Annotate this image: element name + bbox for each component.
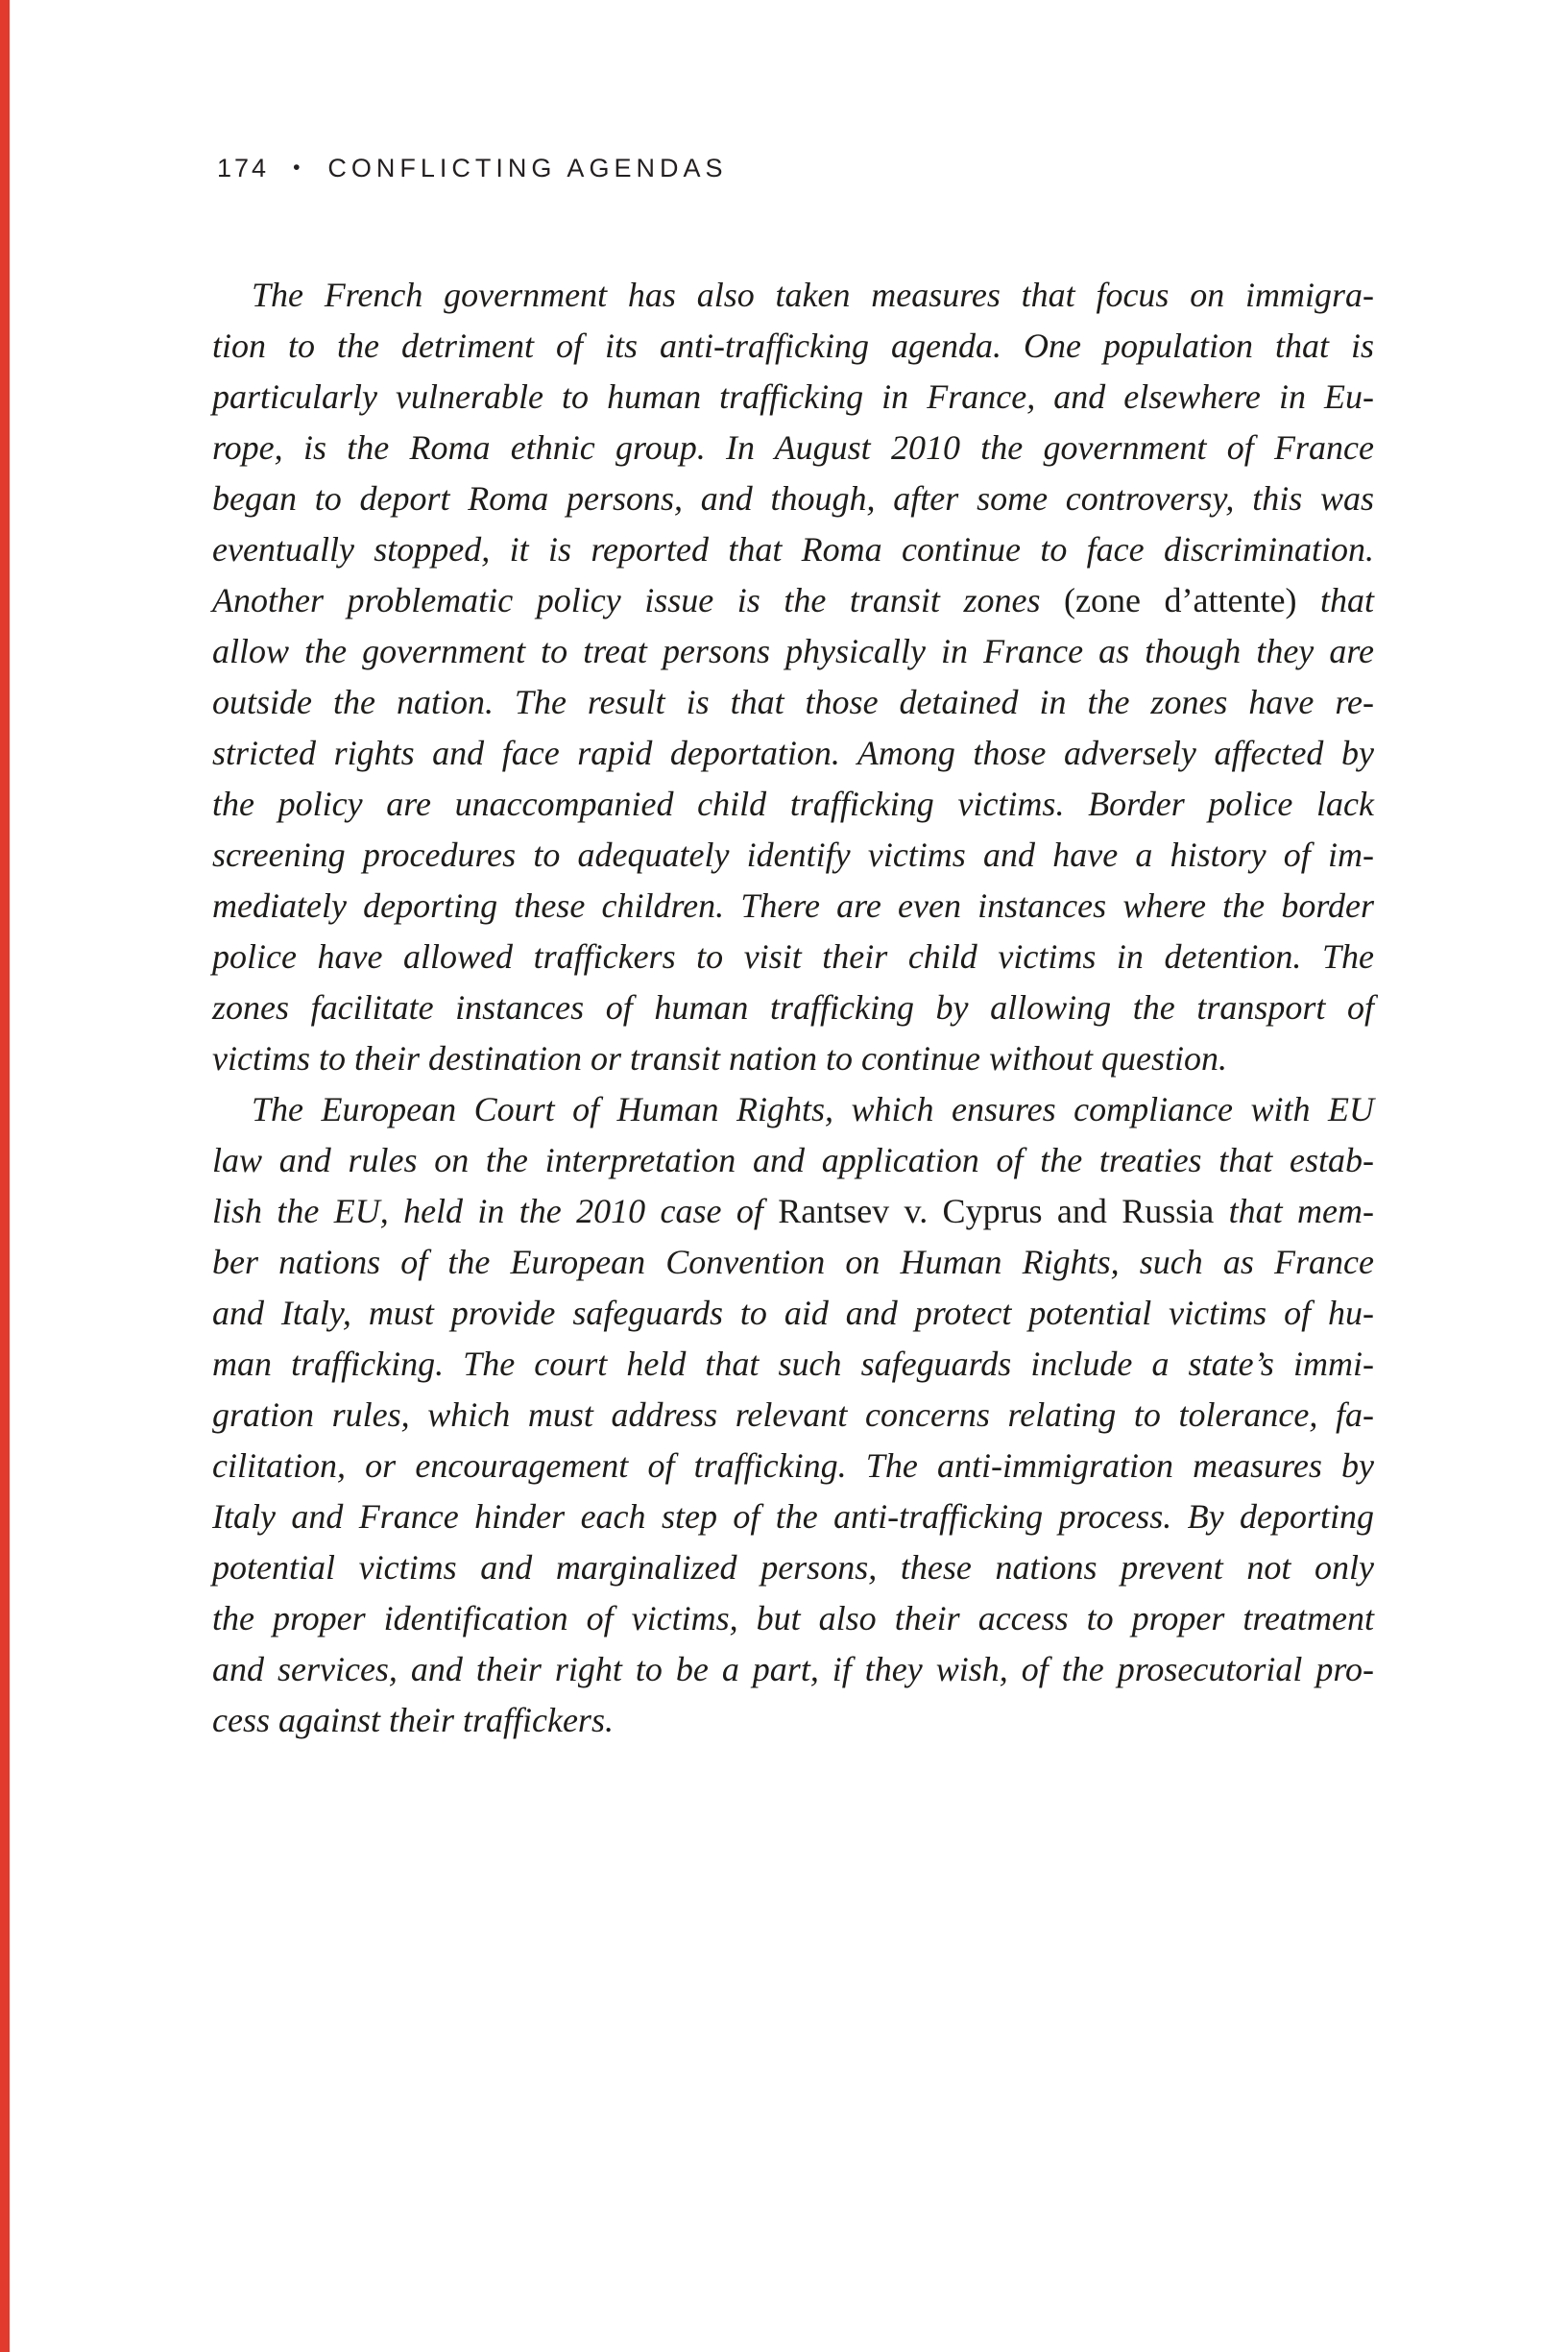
text-line: Italy and France hinder each step of the anti-trafficking process. By deporting bbox=[212, 1497, 1374, 1536]
running-title: CONFLICTING AGENDAS bbox=[327, 154, 728, 182]
text-line: and Italy, must provide safeguards to aid and protect potential victims of hu- bbox=[212, 1294, 1374, 1332]
text-line: rope, is the Roma ethnic group. In August 2010 the government of France bbox=[212, 428, 1374, 467]
text-line: potential victims and marginalized persons, these nations prevent not only bbox=[212, 1548, 1374, 1587]
body-text-block bbox=[212, 270, 1374, 1746]
bullet-separator-icon: • bbox=[293, 157, 301, 179]
text-line: zones facilitate instances of human trafficking by allowing the transport of bbox=[212, 988, 1374, 1027]
text-line: police have allowed traffickers to visit their child victims in detention. The bbox=[212, 937, 1374, 976]
text-line: allow the government to treat persons physically in France as though they are bbox=[212, 632, 1374, 670]
text-line: cilitation, or encouragement of trafficking. The anti-immigration measures by bbox=[212, 1446, 1374, 1485]
text-line: cess against their traffickers. bbox=[212, 1701, 614, 1739]
text-line: stricted rights and face rapid deportation. Among those adversely affected by bbox=[212, 734, 1374, 772]
running-header bbox=[217, 154, 727, 185]
text-line: the policy are unaccompanied child trafficking victims. Border police lack bbox=[212, 785, 1374, 823]
text-line: eventually stopped, it is reported that Roma continue to face discrimination. bbox=[212, 530, 1374, 569]
roman-phrase: Rantsev v. Cyprus and Russia bbox=[778, 1192, 1215, 1230]
page-number: 174 bbox=[217, 154, 270, 182]
text-line: The French government has also taken measures that focus on immigra- bbox=[252, 276, 1374, 314]
text-line: outside the nation. The result is that those detained in the zones have re- bbox=[212, 683, 1374, 721]
text-line: The European Court of Human Rights, which ensures compliance with EU bbox=[252, 1090, 1374, 1128]
text-line: victims to their destination or transit nation to continue without question. bbox=[212, 1039, 1227, 1078]
text-line: Another problematic policy issue is the transit zones (zone d’attente) that bbox=[212, 581, 1374, 619]
text-line: mediately deporting these children. There are even instances where the border bbox=[212, 886, 1374, 925]
text-line: lish the EU, held in the 2010 case of Rantsev v. Cyprus and Russia that mem- bbox=[212, 1192, 1374, 1230]
text-line: ber nations of the European Convention on Human Rights, such as France bbox=[212, 1243, 1374, 1281]
page-edge-accent-bar bbox=[0, 0, 10, 2352]
text-line: tion to the detriment of its anti-trafficking agenda. One population that is bbox=[212, 327, 1374, 365]
text-line: gration rules, which must address relevant concerns relating to tolerance, fa- bbox=[212, 1395, 1374, 1434]
text-line: particularly vulnerable to human trafficking in France, and elsewhere in Eu- bbox=[212, 377, 1374, 416]
text-line: screening procedures to adequately identify victims and have a history of im- bbox=[212, 836, 1374, 874]
text-line: law and rules on the interpretation and application of the treaties that estab- bbox=[212, 1141, 1374, 1179]
text-line: began to deport Roma persons, and though, after some controversy, this was bbox=[212, 479, 1374, 518]
text-line: the proper identification of victims, but also their access to proper treatment bbox=[212, 1599, 1374, 1637]
text-line: man trafficking. The court held that such safeguards include a state’s immi- bbox=[212, 1345, 1374, 1383]
roman-phrase: (zone d’attente) bbox=[1064, 581, 1297, 619]
text-line: and services, and their right to be a part, if they wish, of the prosecutorial pro- bbox=[212, 1650, 1374, 1688]
